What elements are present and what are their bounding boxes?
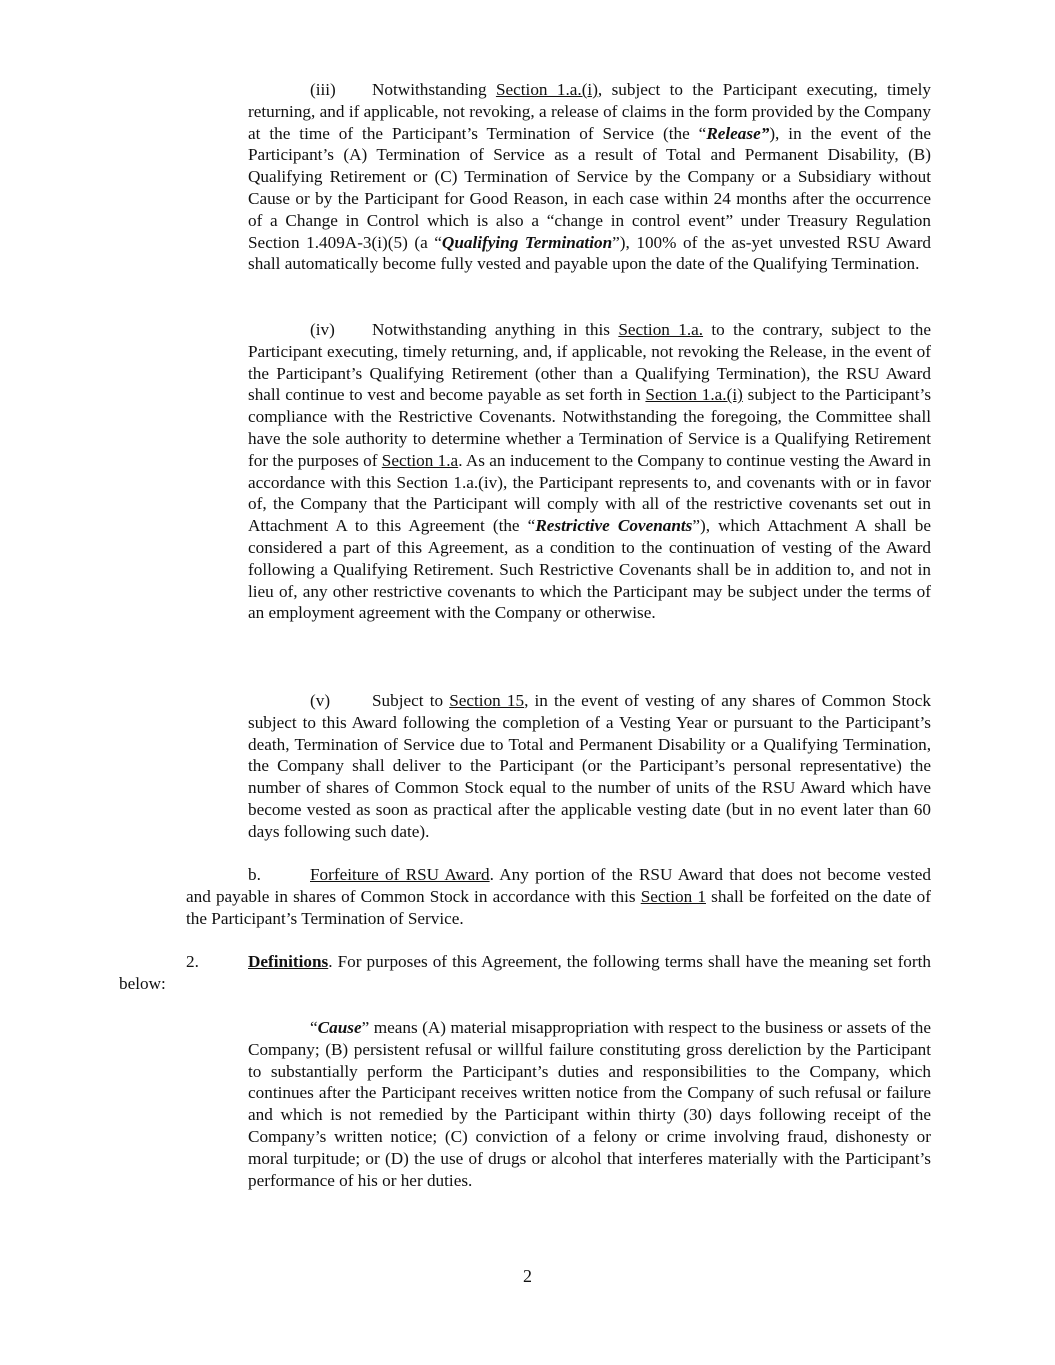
paragraph-iv: (iv) Notwithstanding anything in this Section 1.a. to the contrary, subject to the Participant executing, timely returning, and, if applicable, not revoking the Release, in the event of the Participant’s Qualifying Retirement (other than a Qualifying Termination), the RSU Award shall continue to vest and become payable as set forth in Section 1.a.(i) subject to the Participant’s compliance with the Restrictive Covenants. Notwithstanding the foregoing, the Committee shall have the sole authority to determine whether a Termination of Service is a Qualifying Retirement for the purposes of Section 1.a. As an inducement to the Company to continue vesting the Award in accordance with this Section 1.a.(iv), the Participant represents to, and covenants with or in favor of, the Company that the Participant will comply with all of the restrictive covenants set out in Attachment A to this Agreement (the “Restrictive Covenants”), which Attachment A shall be considered a part of this Agreement, as a condition to the continuation of vesting of the Award following a Qualifying Retirement. Such Restrictive Covenants shall be in addition to, and not in lieu of, any other restrictive covenants to which the Participant may be subject under the terms of an employment agreement with the Company or otherwise. (248, 320, 932, 623)
defined-term: Release” (706, 123, 770, 143)
defined-term: Restrictive Covenants (535, 516, 693, 536)
item-number: 2. (186, 952, 199, 971)
section-reference: Section 1.a.(i) (645, 385, 743, 405)
defined-term: Cause (317, 1018, 362, 1037)
paragraph-iii: (iii) Notwithstanding Section 1.a.(i), subject to the Participant executing, timely returning, and if applicable, not revoking, a release of claims in the form provided by the Company at the time of the Participant’s Termination of Service (the “Release”), in the event of the Participant’s (A) Termination of Service as a result of Total and Permanent Disability, (B) Qualifying Retirement or (C) Termination of Service by the Company or a Subsidiary without Cause or by the Participant for Good Reason, in each case within 24 months after the occurrence of a Change in Control which is also a “change in control event” under Treasury Regulation Section 1.409A-3(i)(5) (a “Qualifying Termination”), 100% of the as-yet unvested RSU Award shall automatically become fully vested and payable upon the date of the Qualifying Termination. (248, 80, 932, 274)
section-reference: Section 1.a (381, 450, 459, 470)
item-number: (v) (310, 691, 331, 710)
defined-term: Qualifying Termination (441, 232, 613, 252)
section-reference: Section 1.a.(i) (495, 80, 598, 99)
paragraph-v: (v) Subject to Section 15, in the event of vesting of any shares of Common Stock subject to this Award following the completion of a Vesting Year or pursuant to the Participant’s death, Termination of Service due to Total and Permanent Disability or a Qualifying Termination, the Company shall deliver to the Participant (or the Participant’s personal representative) the number of shares of Common Stock equal to the number of units of the RSU Award which have become vested as soon as practical after the applicable vesting date (but in no event later than 60 days following such date). (248, 691, 931, 841)
paragraph-b-forfeiture: b. Forfeiture of RSU Award. Any portion of the RSU Award that does not become vested and payable in shares of Common Stock in accordance with this Section 1 shall be forfeited on the date of the Participant’s Termination of Service. (186, 865, 931, 928)
item-number: (iv) (310, 320, 335, 339)
page-number: 2 (523, 1266, 532, 1286)
paragraph-cause-definition: “Cause” means (A) material misappropriation with respect to the business or assets of the Company; (B) persistent refusal or willful failure constituting gross dereliction by the Participant to substantially perform the Participant’s duties and responsibilities to the Company, which continues after the Participant receives written notice from the Company of such refusal or failure and which is not remedied by the Participant within thirty (30) days following receipt of the Company’s written notice; (C) conviction of a felony or crime involving fraud, dishonesty or moral turpitude; or (D) the use of drugs or alcohol that interferes materially with the Participant’s performance of his or her duties. (248, 1018, 931, 1190)
section-reference: Section 15 (449, 691, 525, 710)
paragraph-2-definitions: 2. Definitions. For purposes of this Agreement, the following terms shall have the meaning set forth below: (119, 952, 931, 993)
section-reference: Section 1.a. (618, 320, 704, 339)
section-reference: Section 1 (640, 886, 706, 906)
item-number: b. (248, 865, 261, 884)
section-heading: Definitions (248, 952, 329, 971)
section-heading: Forfeiture of RSU Award (310, 865, 490, 884)
item-number: (iii) (310, 80, 336, 99)
